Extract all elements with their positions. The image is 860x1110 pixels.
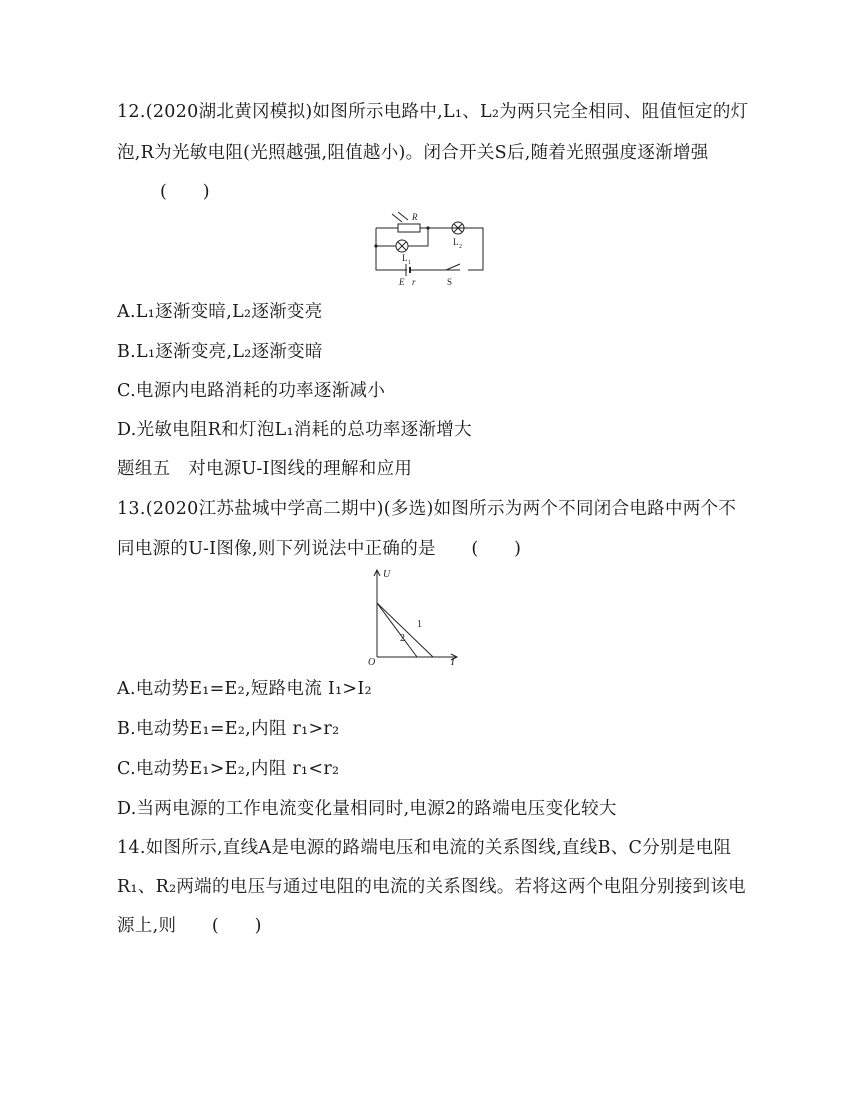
q12-answer-blank: ( ) xyxy=(160,182,210,202)
q14-stem-line-2: R₁、R₂两端的电压与通过电阻的电流的关系图线。若将这两个电阻分别接到该电 xyxy=(117,877,746,897)
graph-line-1 xyxy=(377,603,433,657)
q12-stem-line-1: 12.(2020湖北黄冈模拟)如图所示电路中,L₁、L₂为两只完全相同、阻值恒定的灯 xyxy=(117,102,749,122)
circuit-wire-outer xyxy=(376,228,483,270)
photoresistor-icon xyxy=(398,224,420,232)
label-r: R xyxy=(412,212,418,222)
switch-icon xyxy=(446,264,460,270)
q13-stem-line-1: 13.(2020江苏盐城中学高二期中)(多选)如图所示为两个不同闭合电路中两个不 xyxy=(117,499,737,519)
q12-option-d: D.光敏电阻R和灯泡L₁消耗的总功率逐渐增大 xyxy=(117,420,472,440)
graph-line-2 xyxy=(377,603,417,657)
q13-option-c: C.电动势E₁>E₂,内阻 r₁<r₂ xyxy=(117,759,340,779)
circuit-diagram xyxy=(368,208,488,290)
q13-stem-line-2: 同电源的U-I图像,则下列说法中正确的是 ( ) xyxy=(117,539,522,559)
q13-option-d: D.当两电源的工作电流变化量相同时,电源2的路端电压变化较大 xyxy=(117,799,617,819)
label-i: I xyxy=(451,657,455,667)
label-l2: L xyxy=(453,237,459,247)
q12-option-a: A.L₁逐渐变暗,L₂逐渐变亮 xyxy=(117,302,323,322)
q14-stem-line-1: 14.如图所示,直线A是电源的路端电压和电流的关系图线,直线B、C分别是电阻 xyxy=(117,838,732,858)
label-l2-sub: 2 xyxy=(459,244,462,250)
q13-option-a: A.电动势E₁=E₂,短路电流 I₁>I₂ xyxy=(117,679,372,699)
q12-option-c: C.电源内电路消耗的功率逐渐减小 xyxy=(117,381,386,401)
ui-graph xyxy=(365,565,465,667)
label-e: E xyxy=(399,277,405,287)
label-u: U xyxy=(383,569,391,580)
q14-stem-line-3: 源上,则 ( ) xyxy=(117,916,262,936)
label-s: S xyxy=(447,277,453,287)
label-l1: L xyxy=(402,253,408,263)
q12-stem-line-2: 泡,R为光敏电阻(光照越强,阻值越小)。闭合开关S后,随着光照强度逐渐增强 xyxy=(117,143,709,163)
q13-option-b: B.电动势E₁=E₂,内阻 r₁>r₂ xyxy=(117,719,340,739)
section-heading: 题组五 对电源U-I图线的理解和应用 xyxy=(117,459,413,479)
label-line-2: 2 xyxy=(400,633,405,644)
label-l1-sub: 1 xyxy=(408,260,411,266)
label-line-1: 1 xyxy=(417,619,422,630)
label-origin: O xyxy=(368,657,376,667)
q12-option-b: B.L₁逐渐变亮,L₂逐渐变暗 xyxy=(117,342,323,362)
label-r-internal: r xyxy=(412,277,416,287)
